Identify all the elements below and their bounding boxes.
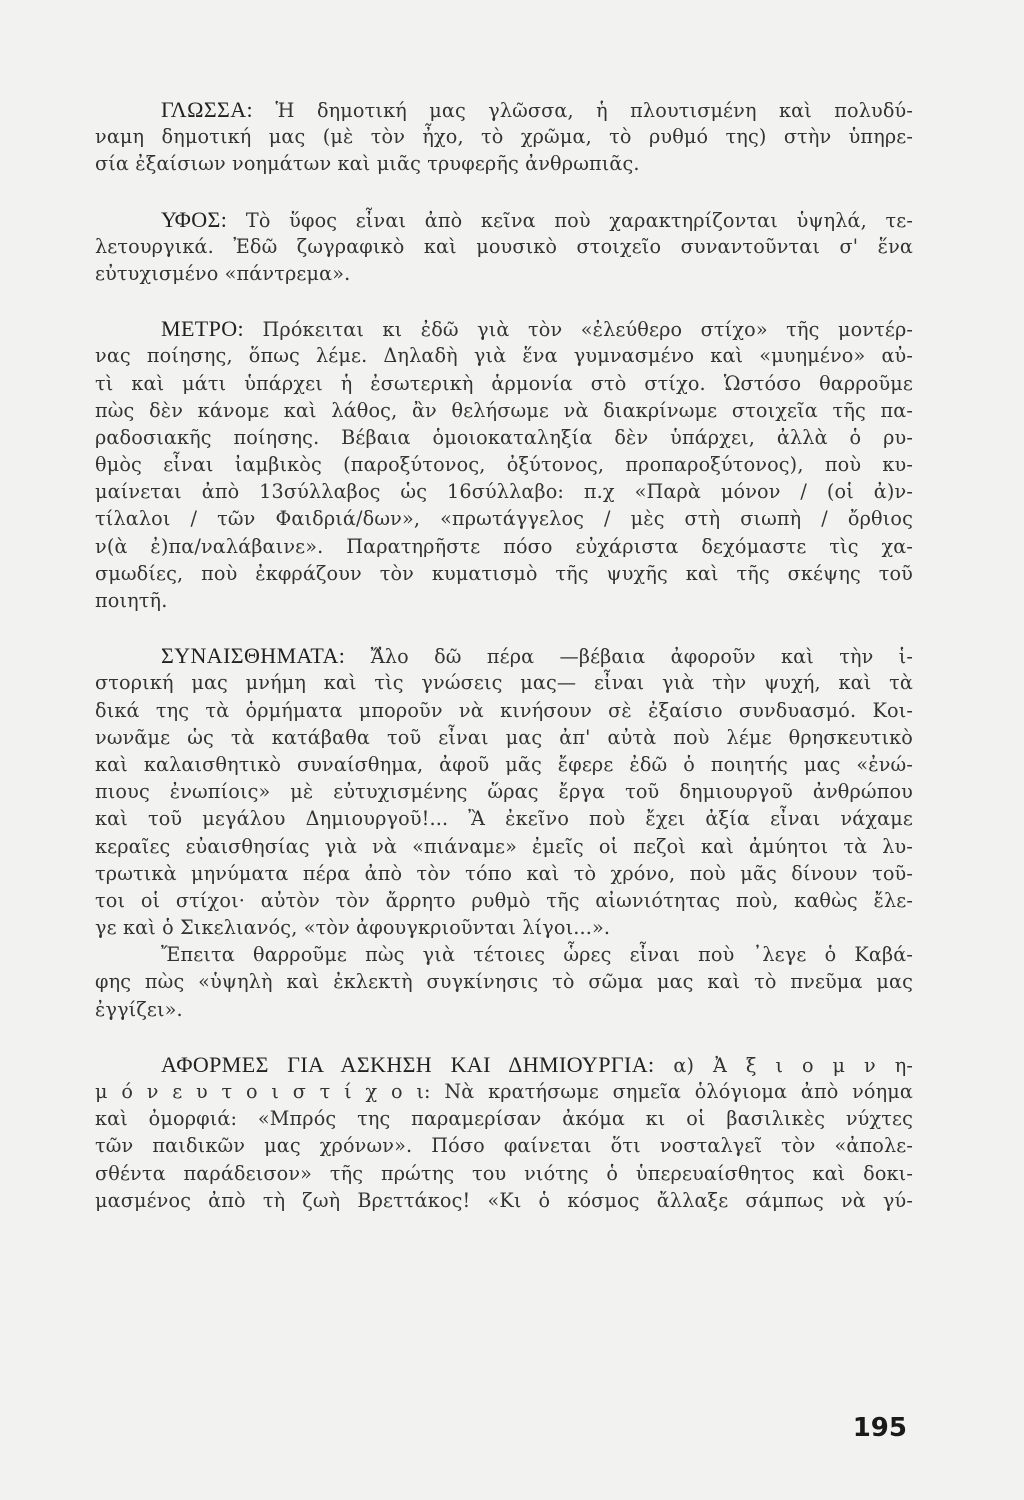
paragraph-line: τῶν παιδικῶν μας χρόνων». Πόσο φαίνεται ὅτι νοσταλγεῖ τὸν «ἀπολε- <box>95 1134 913 1158</box>
paragraph-line: σθέντα παράδεισον» τῆς πρώτης του νιότης ὁ ὑπερευαίσθητος καὶ δοκι- <box>95 1161 913 1185</box>
paragraph-line: ΜΕΤΡΟ: Πρόκειται κι ἐδῶ γιὰ τὸν «ἐλεύθερο στίχο» τῆς μοντέρ- <box>161 316 914 342</box>
section-glossa <box>95 96 913 178</box>
paragraph-line: θμὸς εἶναι ἰαμβικὸς (παροξύτονος, ὀξύτονος, προπαροξύτονος), ποὺ κυ- <box>95 453 913 477</box>
paragraph-line: μ ό ν ε υ τ ο ι σ τ ί χ ο ι: Νὰ κρατήσωμε σημεῖα ὁλόγιομα ἀπὸ νόημα <box>95 1080 913 1103</box>
paragraph-line: τοι οἱ στίχοι· αὐτὸν τὸν ἄρρητο ρυθμὸ τῆς αἰωνιότητας ποὺ, καθὼς ἔλε- <box>95 888 913 912</box>
paragraph-line: μασμένος ἀπὸ τὴ ζωὴ Βρεττάκος! «Κι ὁ κόσμος ἄλλαξε σάμπως νὰ γύ- <box>95 1188 913 1212</box>
section-heading: ΓΛΩΣΣΑ: <box>161 97 254 122</box>
paragraph-line: ἐγγίζει». <box>95 997 183 1021</box>
paragraph-line: φης πὼς «ὑψηλὴ καὶ ἐκλεκτὴ συγκίνησις τὸ σῶμα μας καὶ τὸ πνεῦμα μας <box>95 970 913 994</box>
paragraph-line: τρωτικὰ μηνύματα πέρα ἀπὸ τὸν τόπο καὶ τὸ χρόνο, ποὺ μᾶς δίνουν τοῦ- <box>95 861 913 885</box>
paragraph-line: ν(ὰ ἐ)πα/ναλάβαινε». Παρατηρῆστε πόσο εὐχάριστα δεχόμαστε τὶς χα- <box>95 534 913 558</box>
paragraph-line: δικά της τὰ ὁρμήματα μποροῦν νὰ κινήσουν σὲ ἐξαίσιο συνδυασμό. Κοι- <box>95 698 913 722</box>
paragraph-line: καὶ καλαισθητικὸ συναίσθημα, ἀφοῦ μᾶς ἔφερε ἐδῶ ὁ ποιητής μας «ἐνώ- <box>95 752 913 776</box>
paragraph-line: λετουργικά. Ἐδῶ ζωγραφικὸ καὶ μουσικὸ στοιχεῖο συναντοῦνται σ' ἕνα <box>95 234 913 258</box>
paragraph-line: καὶ ὀμορφιά: «Μπρός της παραμερίσαν ἀκόμα κι οἱ βασιλικὲς νύχτες <box>95 1107 913 1131</box>
section-heading: ΑΦΟΡΜΕΣ ΓΙΑ ΑΣΚΗΣΗ ΚΑΙ ΔΗΜΙΟΥΡΓΙΑ: <box>161 1051 655 1077</box>
section-heading: ΥΦΟΣ: <box>161 206 228 232</box>
paragraph-line: Ἔπειτα θαρροῦμε πὼς γιὰ τέτοιες ὧρες εἶναι ποὺ ᾽λεγε ὁ Καβά- <box>161 943 913 967</box>
section-synaisthimata <box>95 642 913 1023</box>
paragraph-line: μαίνεται ἀπὸ 13σύλλαβος ὡς 16σύλλαβο: π.χ «Παρὰ μόνον / (οἱ ἀ)ν- <box>95 480 913 504</box>
paragraph-line: πιους ἐνωπίοις» μὲ εὐτυχισμένης ὥρας ἔργα τοῦ δημιουργοῦ ἀνθρώπου <box>95 780 913 804</box>
paragraph-line: ναμη δημοτική μας (μὲ τὸν ἦχο, τὸ χρῶμα, τὸ ρυθμό της) στὴν ὑπηρε- <box>95 125 913 149</box>
paragraph-line: ΓΛΩΣΣΑ: Ἡ δημοτική μας γλῶσσα, ἡ πλουτισμένη καὶ πολυδύ- <box>161 97 914 122</box>
section-heading: ΣΥΝΑΙΣΘΗΜΑΤΑ: <box>161 643 346 669</box>
section-yfos <box>95 206 913 288</box>
paragraph-line: στορική μας μνήμη καὶ τὶς γνώσεις μας— εἶναι γιὰ τὴν ψυχή, καὶ τὰ <box>95 671 913 695</box>
paragraph-line: πὼς δὲν κάνομε καὶ λάθος, ἂν θελήσωμε νὰ διακρίνωμε στοιχεῖα τῆς πα- <box>95 398 913 422</box>
paragraph-line: νωνᾶμε ὡς τὰ κατάβαθα τοῦ εἶναι μας ἀπ' αὐτὰ ποὺ λέμε θρησκευτικὸ <box>95 725 913 749</box>
page-number: 195 <box>852 1413 907 1443</box>
paragraph-line: ΑΦΟΡΜΕΣ ΓΙΑ ΑΣΚΗΣΗ ΚΑΙ ΔΗΜΙΟΥΡΓΙΑ: α) Ἀ ξ ι ο μ ν η- <box>161 1051 913 1077</box>
paragraph-line: σμωδίες, ποὺ ἐκφράζουν τὸν κυματισμὸ τῆς ψυχῆς καὶ τῆς σκέψης τοῦ <box>95 561 913 585</box>
section-aformes <box>95 1051 913 1214</box>
paragraph-line: ΥΦΟΣ: Τὸ ὕφος εἶναι ἀπὸ κεῖνα ποὺ χαρακτηρίζονται ὑψηλά, τε- <box>161 206 913 232</box>
section-heading: ΜΕΤΡΟ: <box>161 316 245 342</box>
paragraph-line: σία ἐξαίσιων νοημάτων καὶ μιᾶς τρυφερῆς ἀνθρωπιᾶς. <box>95 152 640 176</box>
paragraph-line: καὶ τοῦ μεγάλου Δημιουργοῦ!... Ἂ ἐκεῖνο ποὺ ἔχει ἀξία εἶναι νάχαμε <box>95 807 913 831</box>
paragraph-line: εὐτυχισμένο «πάντρεμα». <box>95 261 351 285</box>
paragraph-line: νας ποίησης, ὅπως λέμε. Δηλαδὴ γιὰ ἕνα γυμνασμένο καὶ «μυημένο» αὐ- <box>95 344 913 368</box>
section-metro <box>95 315 913 614</box>
paragraph-line: γε καὶ ὁ Σικελιανός, «τὸν ἀφουγκριοῦνται λίγοι...». <box>95 916 611 940</box>
paragraph-line: κεραῖες εὐαισθησίας γιὰ νὰ «πιάναμε» ἐμεῖς οἱ πεζοὶ καὶ ἀμύητοι τὰ λυ- <box>95 834 913 858</box>
paragraph-line: ποιητῆ. <box>95 589 168 612</box>
paragraph-line: τὶ καὶ μάτι ὑπάρχει ἡ ἐσωτερικὴ ἁρμονία στὸ στίχο. Ὡστόσο θαρροῦμε <box>95 371 913 395</box>
paragraph-line: τίλαλοι / τῶν Φαιδριά/δων», «πρωτάγγελος / μὲς στὴ σιωπὴ / ὄρθιος <box>95 507 913 531</box>
paragraph-line: ΣΥΝΑΙΣΘΗΜΑΤΑ: Ἄ̓λο δῶ πέρα —βέβαια ἀφοροῦν καὶ τὴν ἱ- <box>161 643 913 669</box>
paragraph-line: ραδοσιακῆς ποίησης. Βέβαια ὁμοιοκαταληξία δὲν ὑπάρχει, ἀλλὰ ὁ ρυ- <box>95 425 913 449</box>
body-text <box>95 96 913 1242</box>
